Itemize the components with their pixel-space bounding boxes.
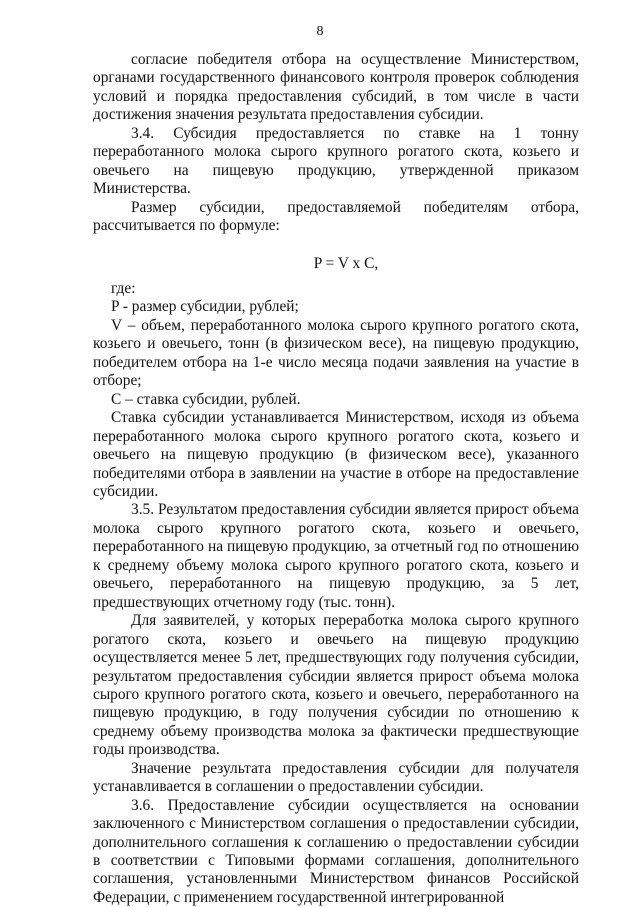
paragraph-subsidy-size: Размер субсидии, предоставляемой победителям отбора, рассчитывается по формуле: bbox=[93, 198, 579, 235]
paragraph-new-applicants: Для заявителей, у которых переработка молока сырого крупного рогатого скота, козьего и овечьего на пищевую продукцию осуществляется менее 5 лет, предшествующих году получения субсидии, результатом предоставления субсидии является прирост объема молока сырого крупного рогатого скота, козьего и овечьего, переработанного на пищевую продукцию, в году получения субсидии по отношению к среднему объему производства молока за фактически предшествующие годы производства. bbox=[93, 612, 579, 759]
formula: P = V x C, bbox=[313, 254, 379, 272]
paragraph-rate: Ставка субсидии устанавливается Министерством, исходя из объема переработанного молока сырого крупного рогатого скота, козьего и овечьего на пищевую продукцию (в физическом весе), указанного победителями отбора в заявлении на участие в отборе на предоставление субсидии. bbox=[93, 409, 579, 500]
definition-c: C – ставка субсидии, рублей. bbox=[111, 390, 301, 408]
formula-where: где: bbox=[111, 279, 136, 297]
document-body bbox=[93, 51, 579, 907]
paragraph-consent: согласие победителя отбора на осуществление Министерством, органами государственного финансового контроля проверок соблюдения условий и порядка предоставления субсидий, в том числе в части достижения значения результата предоставления субсидии. bbox=[93, 51, 579, 124]
definition-p: P - размер субсидии, рублей; bbox=[111, 298, 299, 316]
paragraph-result-value: Значение результата предоставления субсидии для получателя устанавливается в соглашении о предоставлении субсидии. bbox=[93, 759, 579, 796]
paragraph-3-5: 3.5. Результатом предоставления субсидии является прирост объема молока сырого крупного рогатого скота, козьего и овечьего, переработанного на пищевую продукцию, за отчетный год по отношению к среднему объему молока сырого крупного рогатого скота, козьего и овечьего, переработанного на пищевую продукцию, за 5 лет, предшествующих отчетному году (тыс. тонн). bbox=[93, 501, 579, 611]
paragraph-3-4: 3.4. Субсидия предоставляется по ставке на 1 тонну переработанного молока сырого крупного рогатого скота, козьего и овечьего на пищевую продукцию, утвержденной приказом Министерства. bbox=[93, 124, 579, 198]
page-number: 8 bbox=[316, 24, 324, 39]
definition-v: V – объем, переработанного молока сырого крупного рогатого скота, козьего и овечьего, тонн (в физическом весе), на пищевую продукцию, победителем отбора на 1-е число месяца подачи заявления на участие в отборе; bbox=[93, 316, 579, 390]
paragraph-3-6: 3.6. Предоставление субсидии осуществляется на основании заключенного с Министерством соглашения о предоставлении субсидии, дополнительного соглашения к соглашению о предоставлении субсидии в соответствии с Типовыми формами соглашения, дополнительного соглашения, установленными Министерством финансов Российской Федерации, с применением государственной интегрированной bbox=[93, 796, 579, 906]
